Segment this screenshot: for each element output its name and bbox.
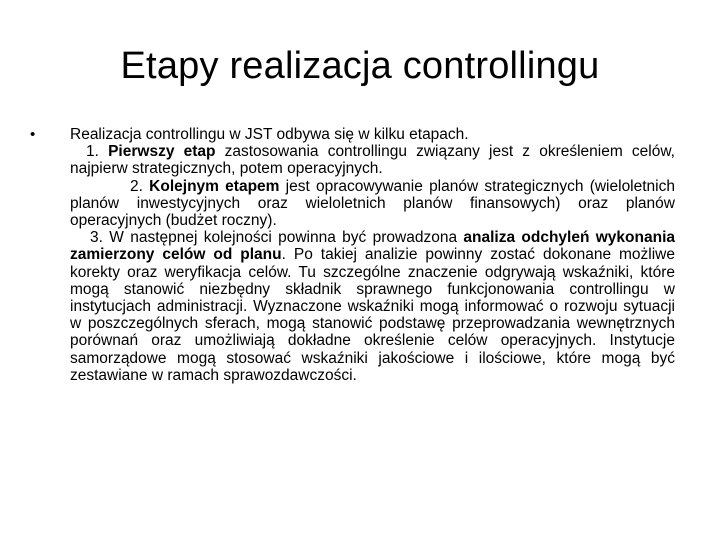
bullet-icon: • — [30, 126, 36, 143]
step-3-pre: W następnej kolejności powinna być prowadzona — [102, 229, 464, 247]
step-3-number: 3. — [90, 229, 103, 247]
intro-text: Realizacja controllingu w JST odbywa się w kilku etapach. — [70, 126, 469, 143]
step-1-bold: Pierwszy etap — [108, 143, 216, 161]
step-2 — [70, 178, 675, 230]
step-2-text: jest opracowywanie planów strategicznych (wieloletnich planów inwestycyjnych oraz wieloletnich planów finansowych) oraz planów operacyjnych (budżet roczny). — [70, 177, 675, 230]
step-2-bold: Kolejnym etapem — [149, 177, 280, 195]
step-2-number: 2. — [130, 177, 143, 195]
slide-body — [30, 126, 675, 384]
slide-title: Etapy realizacja controllingu — [120, 45, 600, 87]
step-3-bold: analiza odchyleń wykonania zamierzony celów od planu — [70, 229, 676, 264]
bullet-item — [30, 126, 675, 143]
step-1 — [70, 143, 675, 177]
step-1-text: zastosowania controllingu związany jest z określeniem celów, najpierw strategicznych, potem operacyjnych. — [70, 143, 675, 178]
step-1-number: 1. — [86, 143, 99, 161]
step-3 — [70, 229, 675, 384]
step-3-text: . Po takiej analizie powinny zostać dokonane możliwe korekty oraz weryfikacja celów. Tu szczególne znaczenie odgrywają wskaźniki, które mogą stanowić niezbędny składnik sprawnego funkcjonowania controllingu w instytucjach administracji. Wyznaczone wskaźniki mogą informować o rozwoju sytuacji w poszczególnych sferach, mogą stanowić podstawę przeprowadzania wewnętrznych porównań oraz umożliwiają dokładne określenie celów operacyjnych. Instytucje samorządowe mogą stosować wskaźniki jakościowe i ilościowe, które mogą być zestawiane w ramach sprawozdawczości. — [70, 246, 675, 384]
